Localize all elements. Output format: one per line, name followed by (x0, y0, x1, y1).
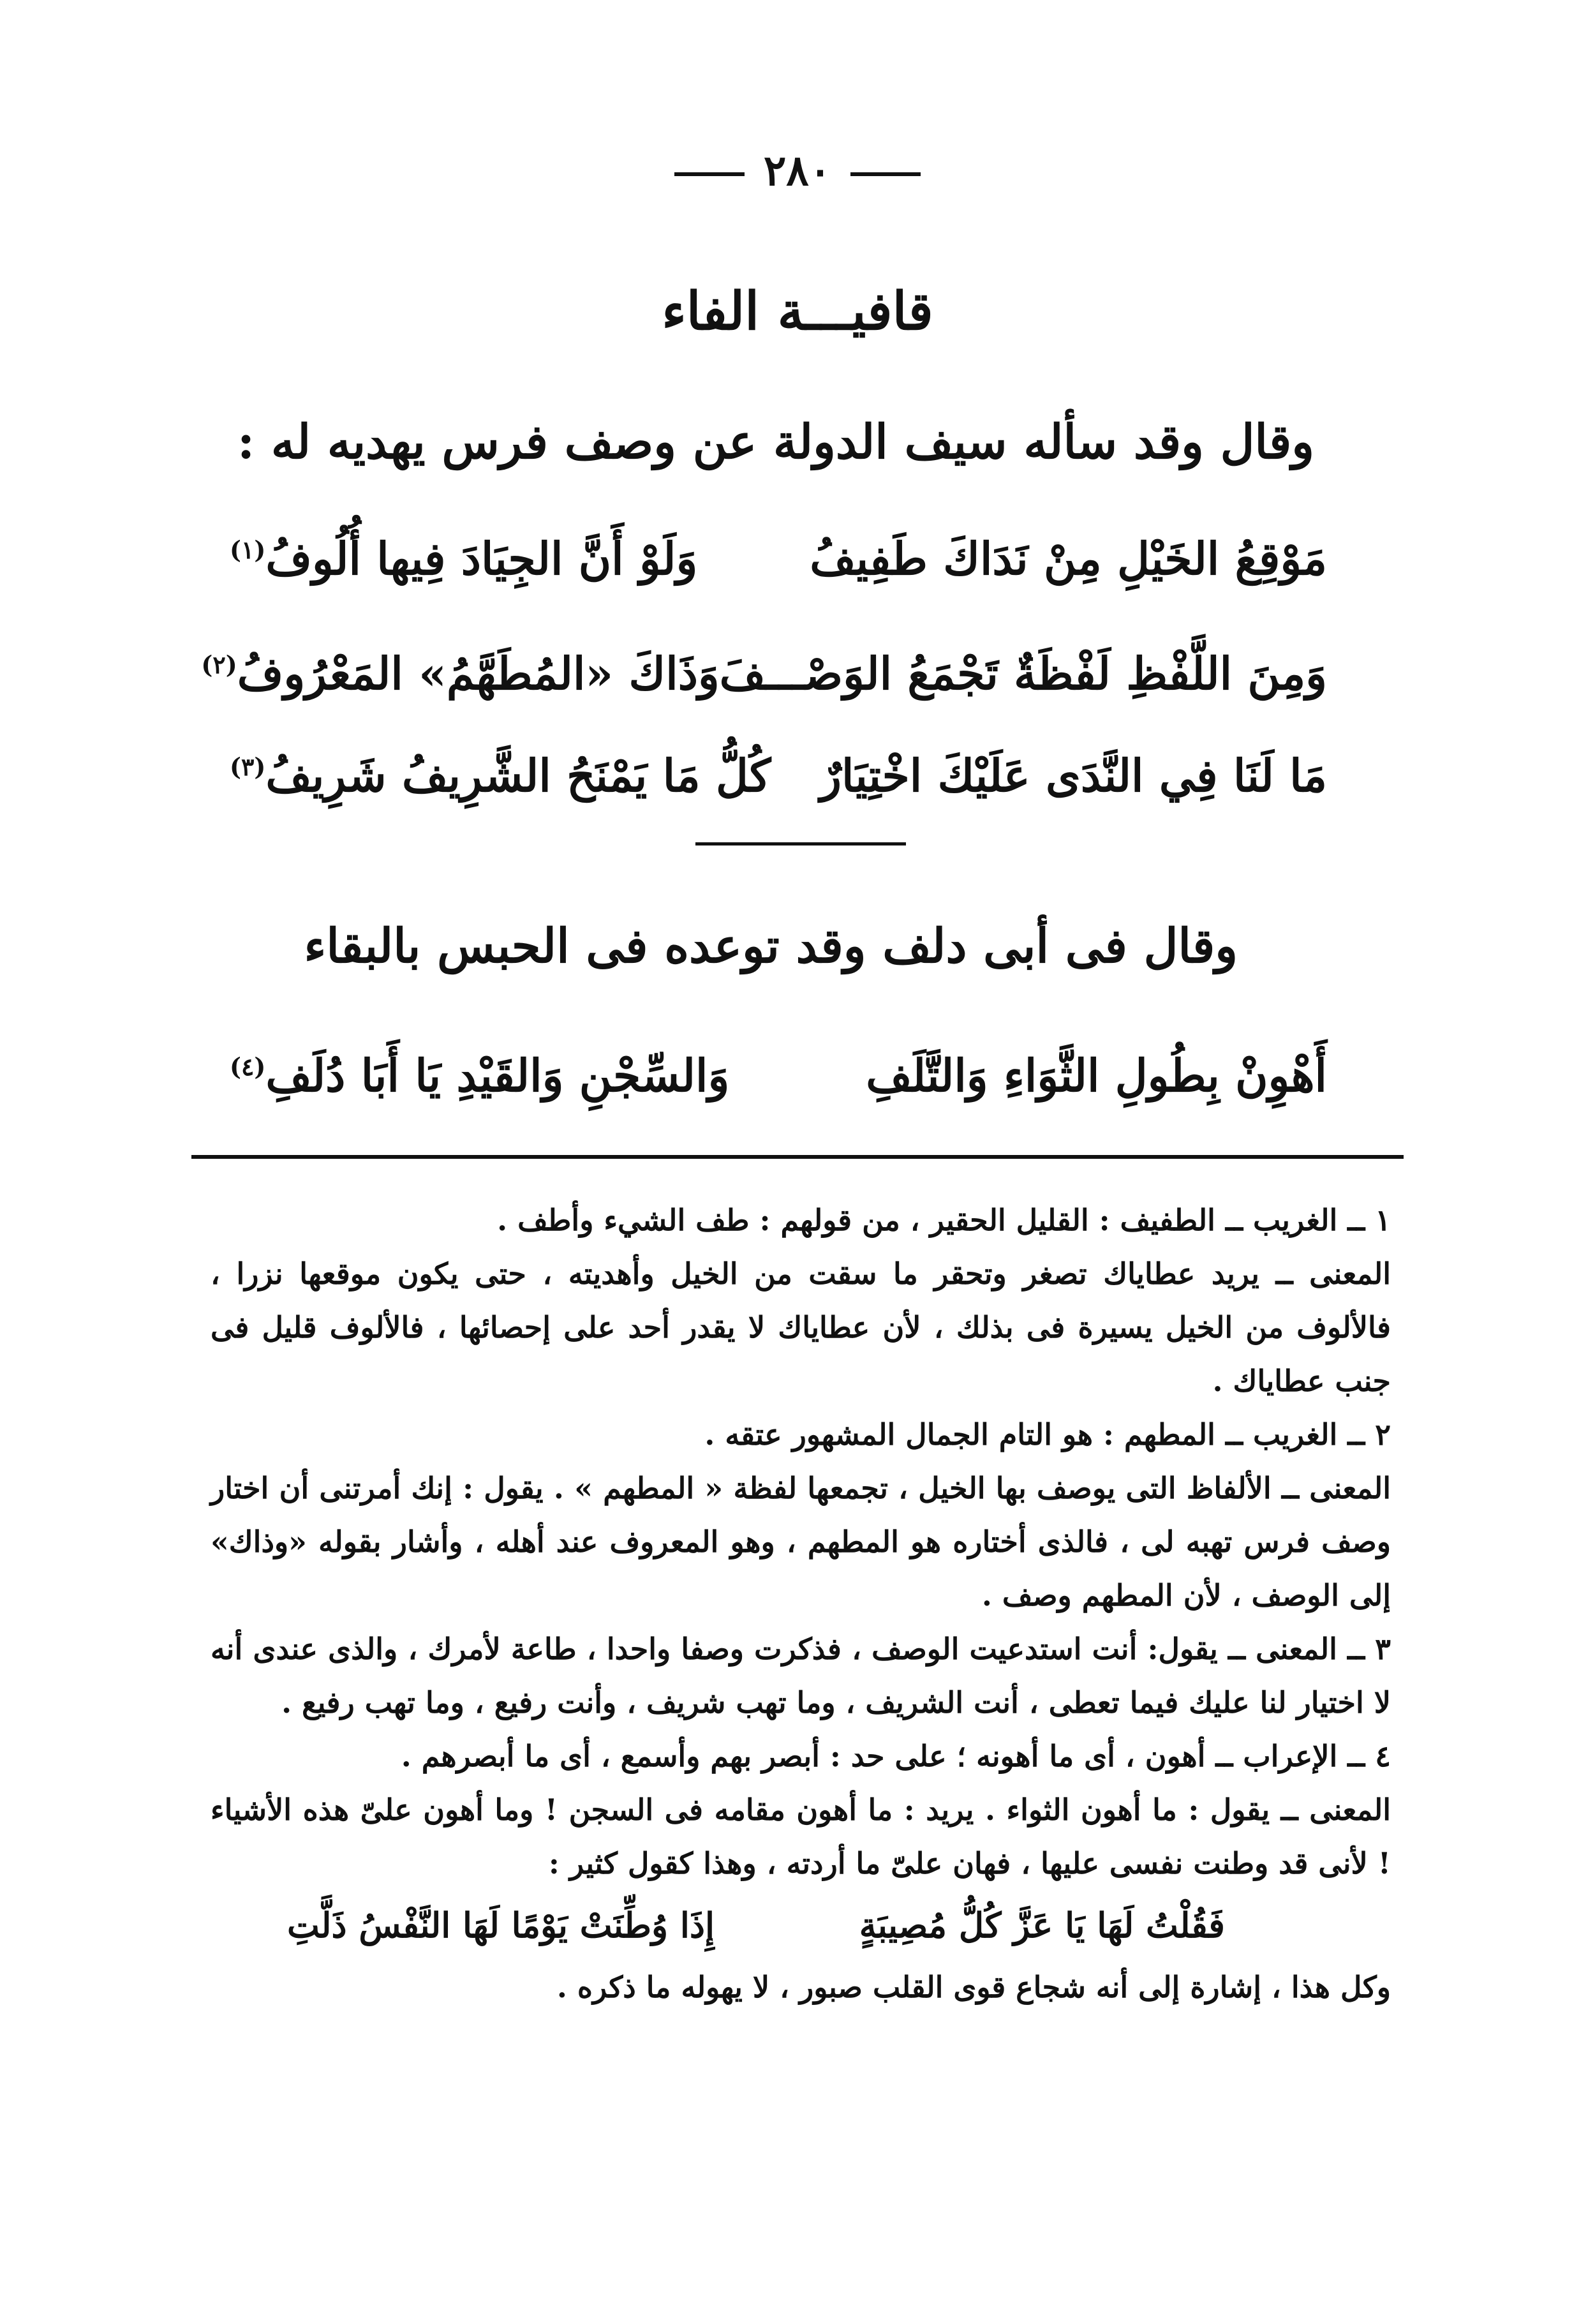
verse-second-text: وَالسِّجْنِ وَالقَيْدِ يَا أَبَا دُلَفِ (265, 1048, 730, 1102)
footnote-marker: (٢) (201, 650, 237, 680)
footnote-2-meaning: المعنى ــ الألفاظ التى يوصف بها الخيل ، تجمعها لفظة « المطهم » . يقول : إنك أمرتنى أن اختار وصف فرس تهبه لى ، فالذى أختاره هو المطهم ، وهو المعروف عند أهله ، وأشار بقوله «وذاك» إلى الوصف ، لأن المطهم وصف . (211, 1471, 1391, 1613)
verse-second-text: وَذَاكَ «المُطَهَّمُ» المَعْرُوفُ (237, 646, 720, 700)
verse-first-hemistich: أَهْوِنْ بِطُولِ الثَّوَاءِ وَالتَّلَفِ (866, 1048, 1327, 1102)
footnote-4-meaning: المعنى ــ يقول : ما أهون الثواء . يريد : ما أهون مقامه فى السجن ! وما أهون علىّ هذه الأشياء ! لأنى قد وطنت نفسى عليها ، فهان علىّ ما أردته ، وهذا كقول كثير : (211, 1792, 1391, 1881)
footnote-1-meaning: المعنى ــ يريد عطاياك تصغر وتحقر ما سقت من الخيل وأهديته ، حتى يكون موقعها نزرا ، فالألوف من الخيل يسيرة فى بذلك ، لأن عطاياك لا يقدر أحد على إحصائها ، فالألوف قليل فى جنب عطاياك . (211, 1256, 1391, 1398)
footnote-marker: (٣) (230, 752, 266, 782)
section-title: قافيـــة الفاء (662, 281, 933, 342)
verse-first-hemistich: مَوْقِعُ الخَيْلِ مِنْ نَدَاكَ طَفِيفُ (810, 532, 1327, 585)
footnote-4-grammar: ٤ ــ الإعراب ــ أهون ، أى ما أهونه ؛ على حد : أبصر بهم وأسمع ، أى ما أبصرهم . (401, 1739, 1391, 1773)
poem2-verse-1 (230, 1040, 1327, 1110)
page-number-dash-left (674, 172, 745, 176)
verse-second-hemistich (230, 749, 771, 802)
verse-second-hemistich (201, 647, 719, 700)
footnote-2-gloss: ٢ ــ الغريب ــ المطهم : هو التام الجمال المشهور عتقه . (704, 1417, 1391, 1452)
verse-second-text: كُلُّ مَا يَمْنَحُ الشَّرِيفُ شَرِيفُ (265, 749, 771, 802)
page-number-dash-right (850, 172, 921, 176)
footnote-marker: (١) (230, 535, 266, 565)
quoted-verse-second: إِذَا وُطِّنَتْ يَوْمًا لَهَا النَّفْسُ ذَلَّتِ (287, 1905, 715, 1946)
poem1-intro: وقال وقد سأله سيف الدولة عن وصف فرس يهديه له : (237, 415, 1314, 470)
poem1-verse-2 (201, 638, 1327, 708)
poem1-verse-3 (230, 740, 1327, 810)
verse-second-text: وَلَوْ أَنَّ الجِيَادَ فِيها أُلُوفُ (265, 532, 698, 585)
footnote-3-meaning: ٣ ــ المعنى ــ يقول: أنت استدعيت الوصف ، فذكرت وصفا واحدا ، طاعة لأمرك ، والذى عندى أنه لا اختيار لنا عليك فيما تعطى ، أنت الشريف ، وما تهب شريف ، وأنت رفيع ، وما تهب رفيع . (211, 1632, 1391, 1720)
quoted-verse-first: فَقُلْتُ لَهَا يَا عَزَّ كُلُّ مُصِيبَةٍ (859, 1905, 1225, 1946)
footnote-marker: (٤) (230, 1052, 266, 1082)
footnote-4-closing: وكل هذا ، إشارة إلى أنه شجاع قوى القلب صبور ، لا يهوله ما ذكره . (556, 1970, 1391, 2004)
verse-second-hemistich (230, 1049, 729, 1102)
page-number (0, 145, 1595, 195)
verse-first-hemistich: وَمِنَ اللَّفْظِ لَفْظَةٌ تَجْمَعُ الوَصْـــفَ (719, 646, 1327, 700)
poem2-intro: وقال فى أبى دلف وقد توعده فى الحبس بالبقاء (304, 919, 1238, 974)
page-number-text: ٢٨٠ (763, 145, 832, 195)
verse-first-hemistich: مَا لَنَا فِي النَّدَى عَلَيْكَ اخْتِيَارٌ (820, 749, 1327, 802)
quoted-verse (211, 1890, 1391, 1960)
verse-second-hemistich (230, 532, 697, 585)
footnotes (211, 1193, 1391, 2014)
footnote-separator (191, 1155, 1404, 1159)
poem1-verse-1 (230, 523, 1327, 593)
section-divider (695, 842, 906, 845)
footnote-1-gloss: ١ ــ الغريب ــ الطفيف : القليل الحقير ، من قولهم : طف الشيء وأطف . (497, 1203, 1391, 1237)
